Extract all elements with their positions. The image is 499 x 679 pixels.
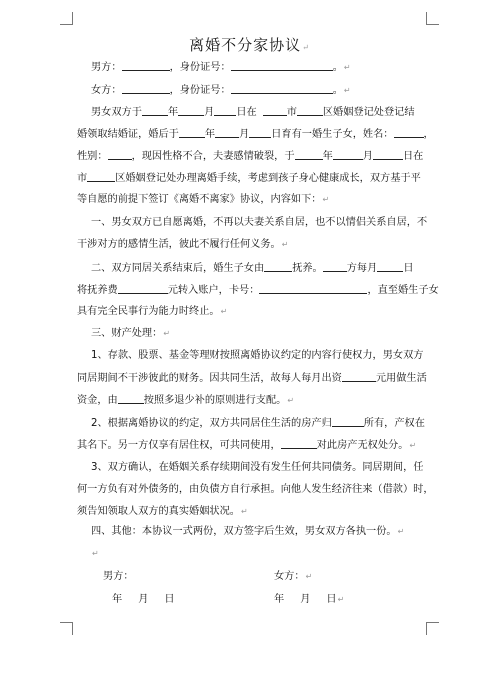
paragraph-mark: ↵	[322, 195, 330, 204]
document-title[interactable]	[0, 34, 499, 55]
day-blank	[249, 127, 271, 138]
s4-line-1[interactable]	[91, 525, 404, 539]
male-line[interactable]	[91, 60, 351, 75]
year-label: 年	[112, 594, 123, 605]
text: 资金，由	[77, 395, 118, 406]
text: 抚养。	[292, 263, 323, 274]
text: 3、双方确认，在婚姻关系存续期间没有发生任何共同债务。同居期间，任	[91, 462, 424, 473]
paragraph-mark: ↵	[220, 307, 228, 316]
s3-item1-line-2[interactable]	[77, 371, 427, 386]
text: 元用做生活	[375, 373, 427, 384]
text: 男女双方于	[91, 107, 142, 118]
month-blank	[178, 105, 204, 116]
female-id-blank	[231, 83, 333, 94]
text: 所有，产权在	[363, 418, 425, 429]
p1-line-2[interactable]	[77, 127, 434, 142]
payer-blank	[323, 261, 347, 272]
text: 市	[77, 173, 88, 184]
paragraph-mark: ↵	[281, 240, 289, 249]
city-blank	[87, 171, 115, 182]
child-name-blank	[394, 127, 424, 138]
owner-blank	[332, 416, 364, 427]
s3-item2-line-1[interactable]	[91, 416, 425, 431]
text: 其名下。另一方仅享有居住权，可共同使用，	[77, 440, 281, 451]
s3-item3-line-2[interactable]	[77, 483, 434, 497]
text: 四、其他：本协议一式两份，双方签字后生效，男女双方各执一份。	[91, 526, 397, 537]
amount-blank	[118, 283, 168, 294]
male-end-mark: 。	[332, 62, 343, 73]
year-blank	[295, 149, 323, 160]
corner-mark-bottom-right	[426, 622, 439, 635]
text: ，现因性格不合，夫妻感情破裂，于	[131, 151, 295, 162]
s3-item3-line-3[interactable]	[77, 505, 248, 519]
empty-paragraph[interactable]	[91, 547, 99, 561]
text: 1、存款、股票、基金等理财按照离婚协议约定的内容行使权力，男女双方	[91, 350, 424, 361]
other-party-blank	[281, 438, 317, 449]
title-text: 离婚不分家协议	[189, 36, 302, 54]
male-label: 男方：	[91, 62, 122, 73]
p1-line-3[interactable]	[77, 149, 423, 164]
corner-mark-top-right	[426, 12, 439, 25]
text: 日在	[236, 107, 257, 118]
card-number-blank	[259, 283, 367, 294]
s1-line-1[interactable]	[91, 216, 427, 230]
custodian-blank	[264, 261, 292, 272]
s2-line-2[interactable]	[77, 283, 439, 298]
day-blank	[373, 149, 403, 160]
year-blank	[179, 127, 205, 138]
male-signature-date[interactable]	[112, 593, 175, 607]
paragraph-mark: ↵	[343, 63, 351, 72]
text: 日在	[402, 151, 424, 162]
city-blank	[263, 105, 287, 116]
female-label: 女方：	[91, 85, 122, 96]
text: 市	[286, 107, 297, 118]
male-id-label: ，身份证号：	[169, 62, 231, 73]
text: 月	[362, 151, 373, 162]
text: 一、男女双方已自愿离婚，不再以夫妻关系自居，也不以情侣关系自居，不	[91, 217, 428, 228]
text: 元转入账户，卡号：	[167, 285, 260, 296]
text: 区婚姻登记处登记结	[322, 107, 415, 118]
text: 年	[204, 129, 216, 140]
year-blank	[142, 105, 168, 116]
text: 同居期间不干涉彼此的财务。因共同生活，故每人每月出资	[77, 373, 342, 384]
text: ，直至婚生子女	[367, 285, 439, 296]
paragraph-mark: ↵	[163, 329, 171, 338]
month-label: 月	[300, 594, 311, 605]
male-name-blank	[122, 60, 170, 71]
p1-line-1[interactable]	[91, 105, 415, 120]
text: 年	[167, 107, 179, 118]
paragraph-mark: ↵	[409, 441, 417, 450]
corner-mark-bottom-left	[60, 622, 73, 635]
text: 年	[322, 151, 333, 162]
s1-line-2[interactable]	[77, 238, 288, 252]
text: 对此房产无权处分。	[316, 440, 409, 451]
text: 将抚养费	[77, 285, 118, 296]
manager-blank	[118, 393, 144, 404]
text: 须告知领取人双方的真实婚姻状况。	[77, 506, 240, 517]
district-blank	[297, 105, 323, 116]
text: 干涉对方的感情生活，彼此不履行任何义务。	[77, 239, 281, 250]
month-blank	[215, 127, 239, 138]
paragraph-mark: ↵	[287, 396, 295, 405]
s3-item1-line-3[interactable]	[77, 393, 294, 408]
text: 性别：	[77, 151, 108, 162]
day-blank	[214, 105, 236, 116]
text: 女方：	[274, 571, 305, 582]
s3-item2-line-2[interactable]	[77, 438, 416, 453]
female-line[interactable]	[91, 83, 351, 98]
text: 二、双方同居关系结束后，婚生子女由	[91, 263, 265, 274]
paragraph-mark: ↵	[302, 43, 310, 52]
text: ，	[423, 129, 434, 140]
male-signature-label[interactable]	[103, 570, 134, 584]
day-label: 日	[326, 594, 337, 605]
day-blank	[377, 261, 403, 272]
text: 2、根据离婚协议的约定，双方共同居住生活的房产归	[91, 418, 332, 429]
text: 婚领取结婚证，婚后于	[77, 129, 179, 140]
month-label: 月	[138, 594, 149, 605]
text: 月	[239, 129, 250, 140]
paragraph-mark: ↵	[241, 507, 248, 516]
text: 日育有一婚生子女，姓名：	[271, 129, 394, 140]
day-label: 日	[164, 594, 175, 605]
paragraph-mark: ↵	[92, 549, 99, 558]
paragraph-mark: ↵	[397, 527, 405, 536]
s3-item1-line-1[interactable]	[91, 349, 423, 363]
female-signature-date[interactable]	[274, 593, 344, 607]
s2-line-1[interactable]	[91, 261, 414, 276]
p1-line-4[interactable]	[77, 171, 421, 186]
text: 男方：	[103, 571, 134, 582]
paragraph-mark: ↵	[305, 572, 313, 581]
s2-line-3[interactable]	[77, 305, 227, 319]
text: 日	[403, 263, 414, 274]
paragraph-mark: ↵	[337, 595, 345, 604]
male-id-blank	[231, 60, 333, 71]
text: 具有完全民事行为能力时终止。	[77, 306, 220, 317]
female-end-mark: 。	[332, 85, 343, 96]
text: 月	[204, 107, 215, 118]
month-blank	[333, 149, 363, 160]
s3-item3-line-1[interactable]	[91, 461, 423, 475]
female-id-label: ，身份证号：	[169, 85, 231, 96]
text: 区婚姻登记处办理离婚手续，考虑到孩子身心健康成长，双方基于平	[115, 173, 421, 184]
text: 按照多退少补的原则进行支配。	[143, 395, 287, 406]
female-signature-label[interactable]	[274, 570, 312, 584]
text: 等自愿的前提下签订《离婚不离家》协议，内容如下：	[77, 194, 322, 205]
female-name-blank	[122, 83, 170, 94]
corner-mark-top-left	[60, 12, 73, 25]
text: 何一方负有对外债务的，由负债方自行承担。向他人发生经济往来（借款）时，	[77, 484, 434, 495]
text: 三、财产处理：	[91, 328, 163, 339]
year-label: 年	[274, 594, 285, 605]
paragraph-mark: ↵	[343, 86, 351, 95]
gender-blank	[108, 149, 132, 160]
text: 方每月	[346, 263, 378, 274]
p1-line-5[interactable]	[77, 193, 329, 207]
s3-heading[interactable]	[91, 327, 170, 341]
amount-blank	[342, 371, 376, 382]
